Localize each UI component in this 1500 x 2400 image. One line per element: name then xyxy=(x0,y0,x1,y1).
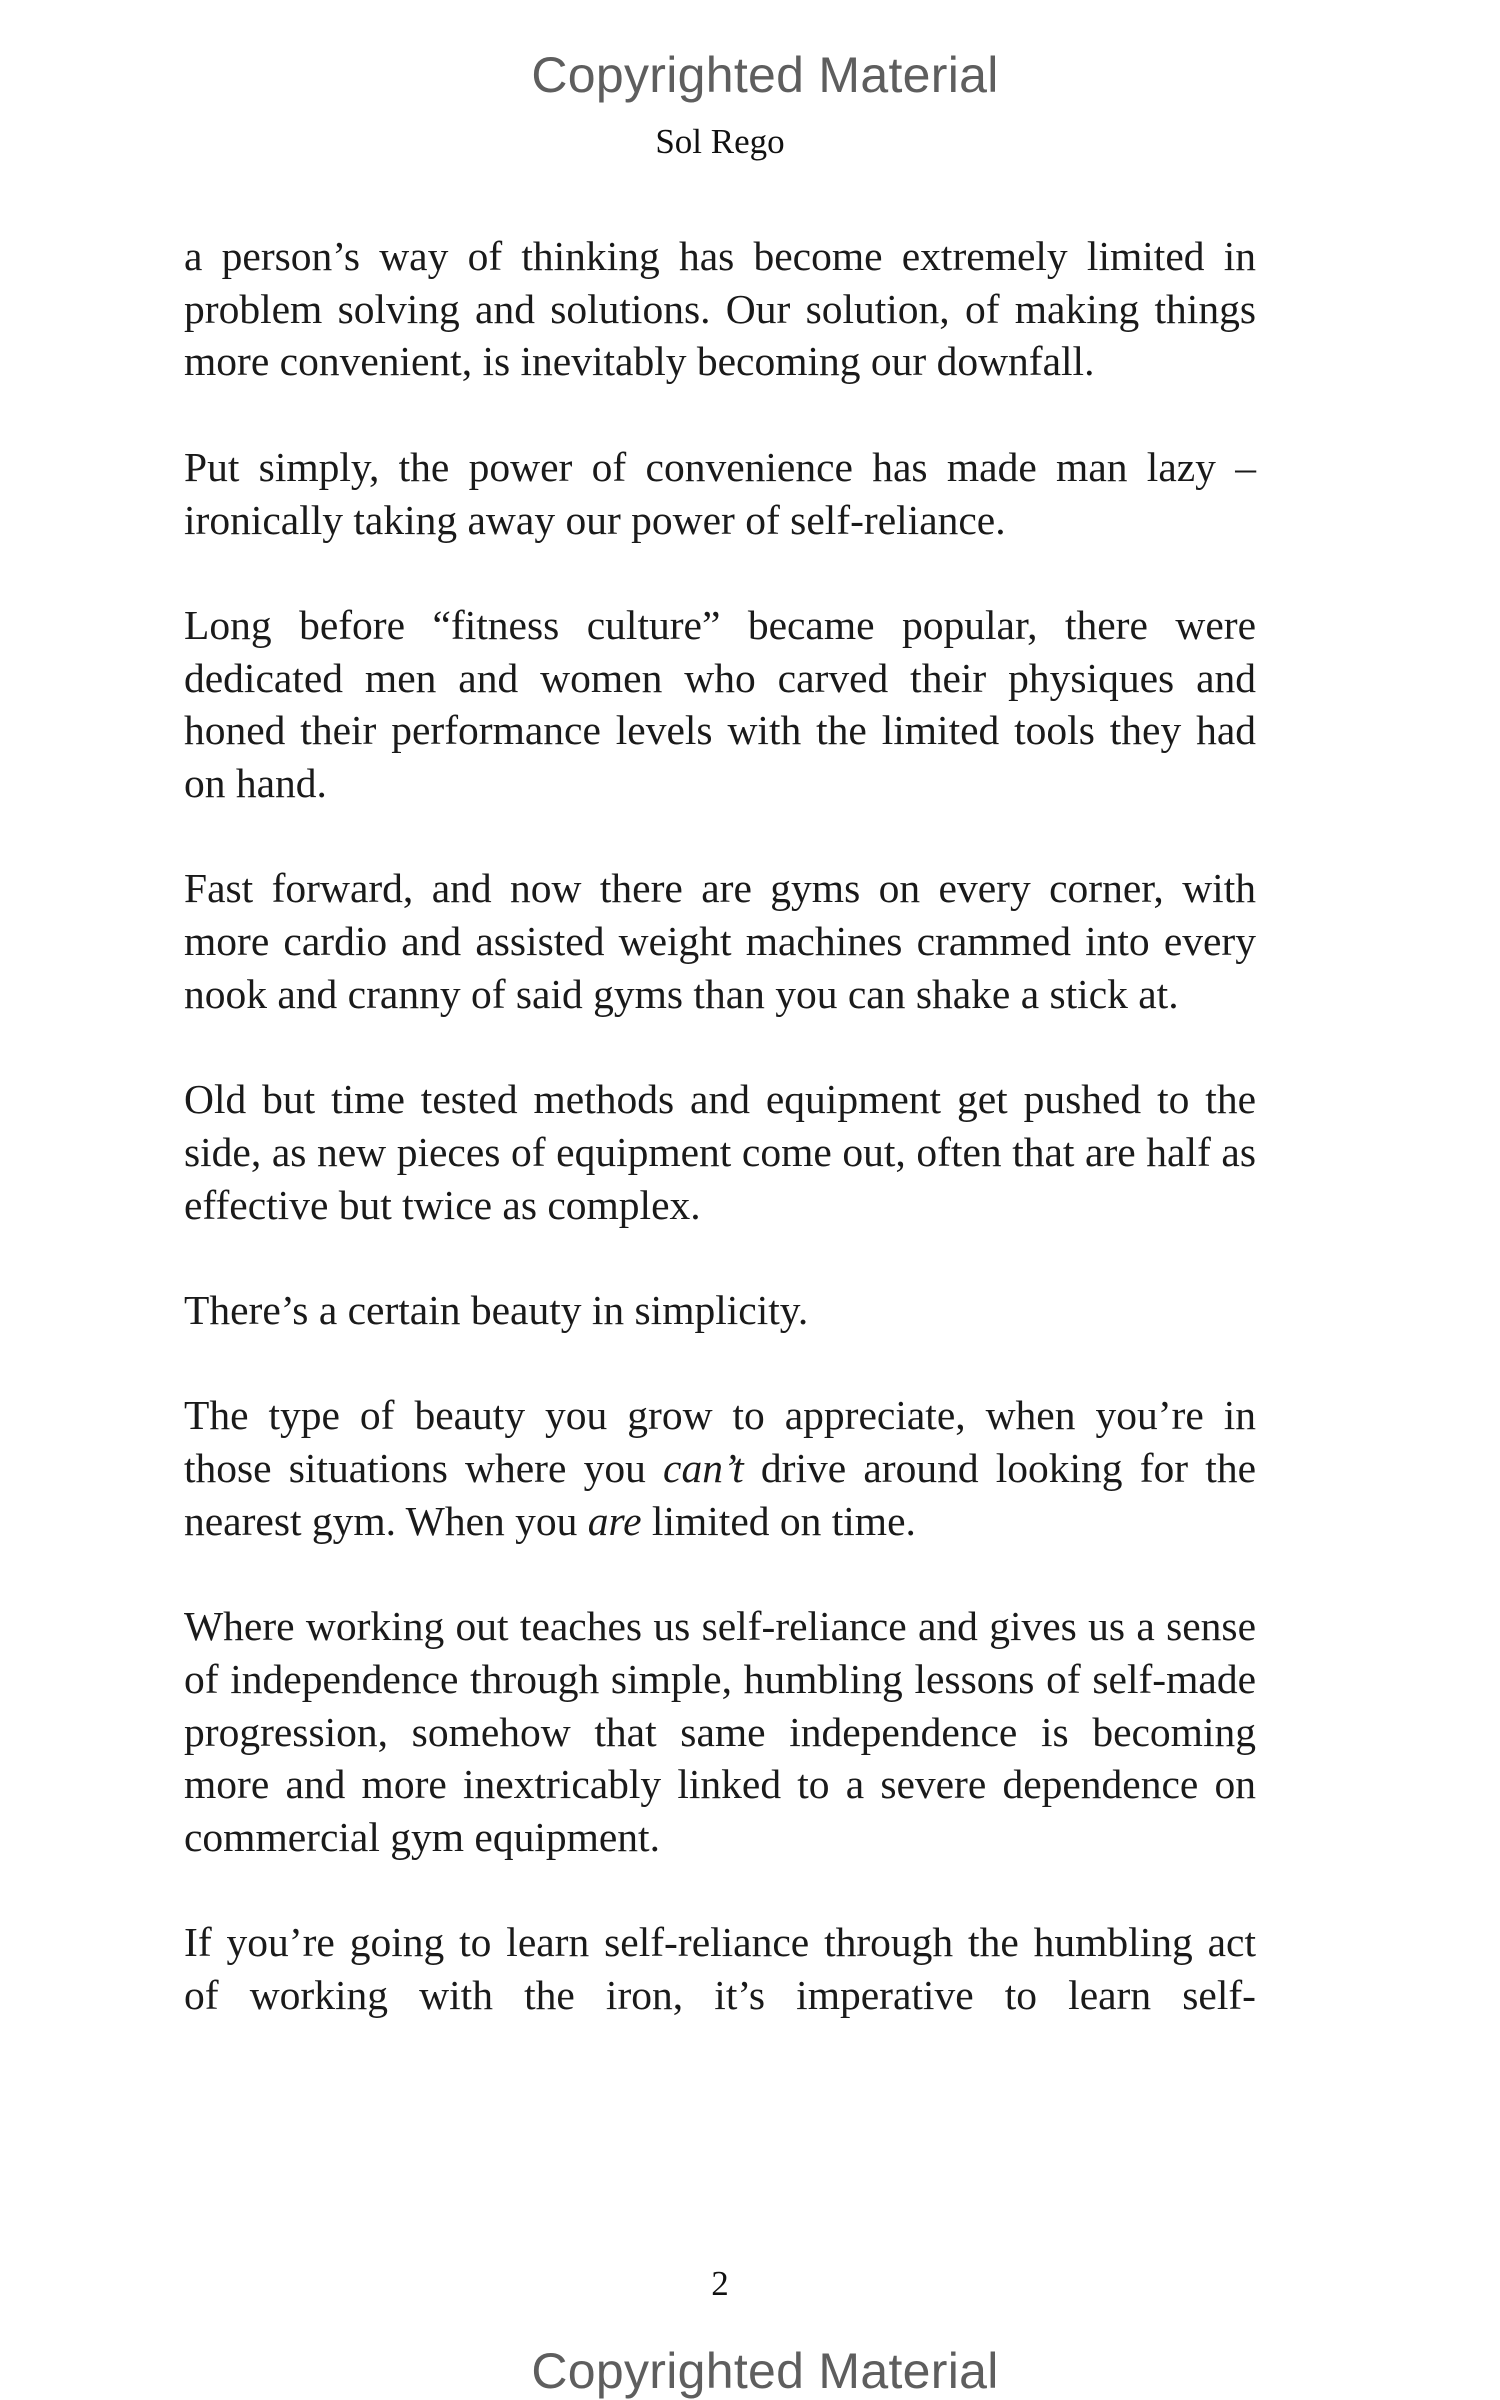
watermark-bottom: Copyrighted Material xyxy=(531,2343,999,2399)
paragraph-9: If you’re going to learn self-reliance through the humbling act of working with the iron, it’s imperative to learn self- xyxy=(184,1919,1256,2019)
page-body xyxy=(184,230,1256,2022)
paragraph-7-part-2: drive around looking for the nearest gym. When you xyxy=(184,1445,1256,1544)
paragraph-1: a person’s way of thinking has become extremely limited in problem solving and solutions. Our solution, of making things more convenient, is inevitably becoming our downfall. xyxy=(184,233,1256,385)
paragraph-7 xyxy=(184,1389,1256,1547)
paragraph-2: Put simply, the power of convenience has made man lazy – ironically taking away our power of self-reliance. xyxy=(184,443,1256,543)
watermark-top: Copyrighted Material xyxy=(531,47,999,103)
paragraph-3: Long before “fitness culture” became popular, there were dedicated men and women who carved their physiques and honed their performance levels with the limited tools they had on hand. xyxy=(184,601,1256,806)
paragraph-4: Fast forward, and now there are gyms on every corner, with more cardio and assisted weight machines crammed into every nook and cranny of said gyms than you can shake a stick at. xyxy=(184,865,1256,1017)
page-number: 2 xyxy=(711,2264,729,2303)
emphasis-cant: can’t xyxy=(663,1445,744,1492)
running-head-author: Sol Rego xyxy=(655,122,785,161)
emphasis-are: are xyxy=(587,1497,642,1544)
paragraph-8: Where working out teaches us self-reliance and gives us a sense of independence through simple, humbling lessons of self-made progression, somehow that same independence is becoming more and more inextricably linked to a severe dependence on commercial gym equipment. xyxy=(184,1603,1256,1860)
paragraph-7-part-3: limited on time. xyxy=(641,1497,916,1544)
paragraph-7-part-1: The type of beauty you grow to appreciate, when you’re in those situations where you xyxy=(184,1392,1256,1492)
paragraph-5: Old but time tested methods and equipment get pushed to the side, as new pieces of equipment come out, often that are half as effective but twice as complex. xyxy=(184,1076,1256,1228)
paragraph-6: There’s a certain beauty in simplicity. xyxy=(184,1286,809,1333)
